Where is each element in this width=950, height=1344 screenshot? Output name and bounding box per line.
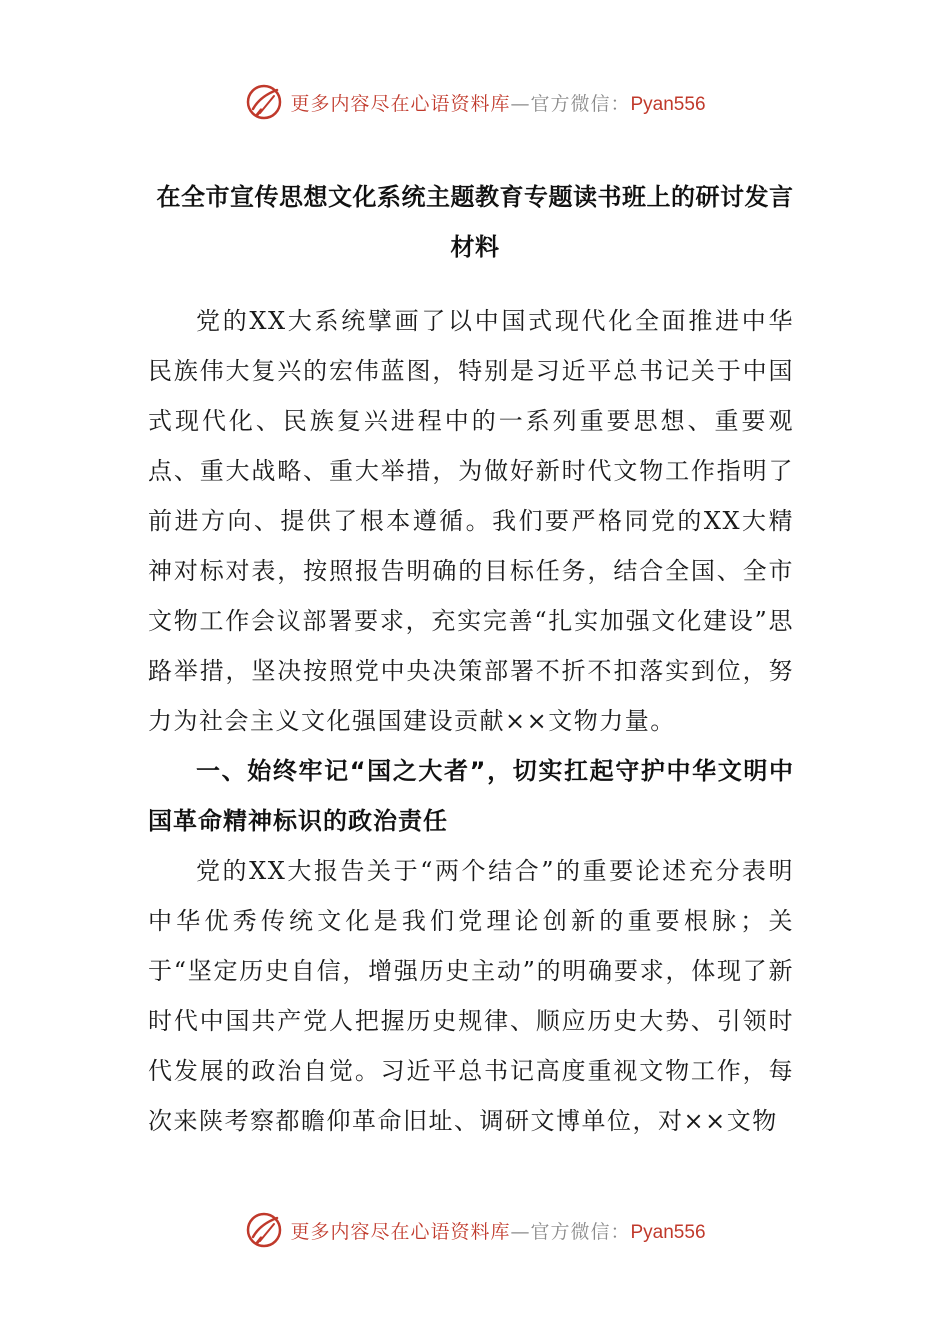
document-body xyxy=(148,296,794,1146)
watermark-group xyxy=(244,1210,705,1250)
watermark-dash: — xyxy=(510,92,531,115)
document-title: 在全市宣传思想文化系统主题教育专题读书班上的研讨发言材料 xyxy=(156,183,794,261)
watermark-dash: — xyxy=(510,1220,531,1243)
watermark-group xyxy=(244,82,705,122)
watermark-text xyxy=(290,89,705,116)
pen-logo-icon xyxy=(244,1210,284,1250)
watermark-wechat-label: 官方微信： xyxy=(530,1220,631,1243)
paragraph-section-1: 党的XX大报告关于“两个结合”的重要论述充分表明中华优秀传统文化是我们党理论创新的重要根脉；关于“坚定历史自信，增强历史主动”的明确要求，体现了新时代中国共产党人把握历史规律、顺应历史大势、引领时代发展的政治自觉。习近平总书记高度重视文物工作，每次来陕考察都瞻仰革命旧址、调研文博单位，对××文物 xyxy=(148,857,794,1135)
watermark-wechat-label: 官方微信： xyxy=(530,92,631,115)
watermark-text xyxy=(290,1217,705,1244)
watermark-library-name: 更多内容尽在心语资料库 xyxy=(290,1220,511,1243)
watermark-library-name: 更多内容尽在心语资料库 xyxy=(290,92,511,115)
section-heading-1: 一、始终牢记“国之大者”，切实扛起守护中华文明中国革命精神标识的政治责任 xyxy=(148,757,794,835)
pen-logo-icon xyxy=(244,82,284,122)
watermark-wechat-id: Pyan556 xyxy=(630,93,706,115)
header-watermark xyxy=(0,80,950,124)
footer-watermark xyxy=(0,1208,950,1252)
watermark-wechat-id: Pyan556 xyxy=(630,1221,706,1243)
paragraph-intro: 党的XX大系统擘画了以中国式现代化全面推进中华民族伟大复兴的宏伟蓝图，特别是习近平总书记关于中国式现代化、民族复兴进程中的一系列重要思想、重要观点、重大战略、重大举措，为做好新时代文物工作指明了前进方向、提供了根本遵循。我们要严格同党的XX大精神对标对表，按照报告明确的目标任务，结合全国、全市文物工作会议部署要求，充实完善“扎实加强文化建设”思路举措，坚决按照党中央决策部署不折不扣落实到位，努力为社会主义文化强国建设贡献××文物力量。 xyxy=(148,307,794,735)
